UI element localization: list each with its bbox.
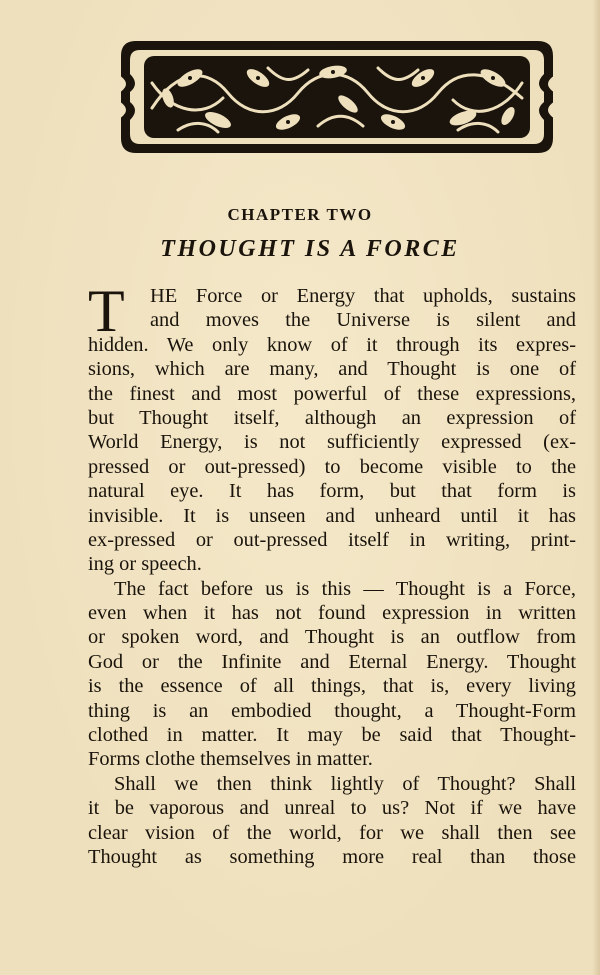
text-line: World Energy, is not sufficiently expressed (ex- (88, 431, 576, 454)
text-line: Shall we then think lightly of Thought? Shall (114, 772, 576, 795)
text-line: Forms clothe themselves in matter. (88, 748, 373, 771)
text-line: hidden. We only know of it through its expres- (88, 333, 576, 356)
text-line: God or the Infinite and Eternal Energy. Thought (88, 650, 576, 673)
text-line: ing or speech. (88, 553, 202, 576)
text-line: thing is an embodied thought, a Thought-Form (88, 699, 576, 722)
text-line: ex-pressed or out-pressed itself in writing, print- (88, 528, 576, 551)
text-line: the finest and most powerful of these expressions, (88, 382, 576, 405)
text-line: even when it has not found expression in written (88, 602, 576, 625)
chapter-label: CHAPTER TWO (227, 205, 373, 224)
text-line: clear vision of the world, for we shall then see (88, 821, 576, 844)
text-line: sions, which are many, and Thought is one of (88, 358, 576, 381)
drop-cap: T (88, 278, 123, 344)
floral-vine-ornament-icon (118, 38, 556, 156)
text-line: pressed or out-pressed) to become visible to the (88, 455, 576, 478)
body-text (88, 278, 576, 869)
text-line: The fact before us is this — Thought is a Force, (114, 577, 576, 600)
text-line: and moves the Universe is silent and (150, 309, 576, 332)
text-line: Thought as something more real than those (88, 845, 576, 868)
text-line: or spoken word, and Thought is an outflow from (88, 626, 576, 649)
page-edge-shadow (592, 0, 600, 975)
chapter-title: THOUGHT IS A FORCE (160, 236, 460, 262)
paragraph-3 (88, 772, 576, 870)
text-line: but Thought itself, although an expression of (88, 406, 576, 429)
paragraph-2 (88, 577, 576, 772)
text-line: invisible. It is unseen and unheard until it has (88, 504, 576, 527)
text-line: HE Force or Energy that upholds, sustains (150, 285, 576, 307)
text-line: it be vaporous and unreal to us? Not if we have (88, 797, 576, 820)
paragraph-1 (88, 278, 576, 577)
text-line: clothed in matter. It may be said that Thought- (88, 724, 576, 747)
text-line: natural eye. It has form, but that form is (88, 480, 576, 503)
text-line: is the essence of all things, that is, every living (88, 675, 576, 698)
